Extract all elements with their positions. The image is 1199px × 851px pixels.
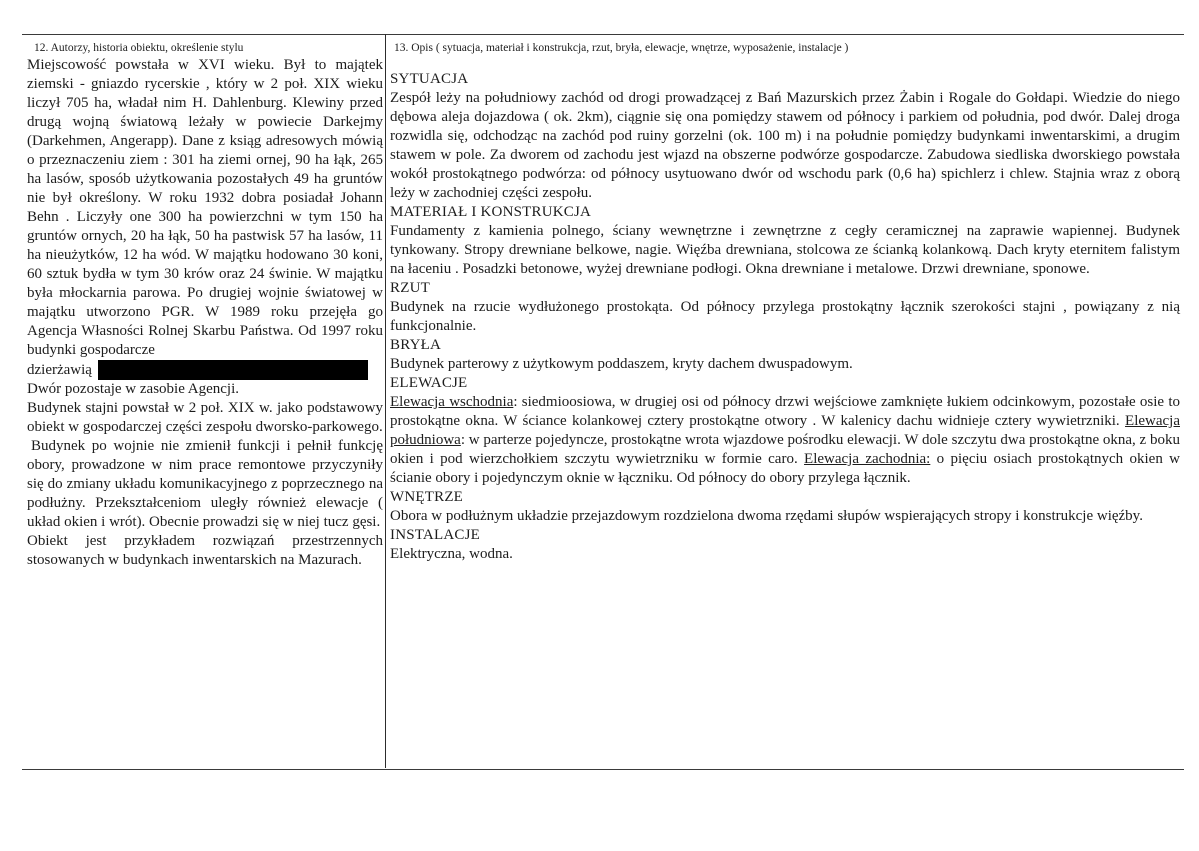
section-text-bryla: Budynek parterowy z użytkowym poddaszem, kryty dachem dwuspadowym. xyxy=(390,356,853,372)
east-elevation-text: : siedmioosiowa, w drugiej osi od północy drzwi wejściowe zamknięte łukiem odcinkowym, pozostałe osie to prostokątne okna. W ściance kolankowej cztery prostokątne otwory . W kalenicy dachu widnieje cztery wywietrzniki. xyxy=(390,394,1180,429)
west-elevation-text: o pięciu osiach prostokątnych okien w ścianie obory i pojedynczym oknie w łączniku. Od północy do obory przylega łącznik. xyxy=(390,451,1180,486)
section-text-rzut: Budynek na rzucie wydłużonego prostokąta. Od północy przylega prostokątny łącznik szerokości stajni , powiązany z nią funkcjonalnie. xyxy=(390,299,1180,334)
east-elevation-label: Elewacja wschodnia xyxy=(390,394,514,410)
south-elevation-text: : w parterze pojedyncze, prostokątne wrota wjazdowe pośrodku elewacji. W dole szczytu dwa prostokątne okna, z boku okien i pod wierzchołkiem szczytu wywietrzniku w formie caro. xyxy=(390,432,1180,467)
section-text-material: Fundamenty z kamienia polnego, ściany wewnętrzne i zewnętrzne z cegły ceramicznej na zaprawie wapiennej. Budynek tynkowany. Stropy drewniane belkowe, nagie. Więźba drewniana, stolcowa ze ścianką kolankową. Dach kryty eternitem falistym na łaceniu . Posadzki betonowe, wyżej drewniane podłogi. Okna drewniane i metalowe. Drzwi drewniane, sponowe. xyxy=(390,223,1180,277)
history-paragraph-2: Dwór pozostaje w zasobie Agencji. xyxy=(27,381,240,397)
section-heading-wnetrze: WNĘTRZE xyxy=(390,489,464,505)
history-paragraph-5: Obiekt jest przykładem rozwiązań przestrzennych stosowanych w budynkach inwentarskich na Mazurach. xyxy=(27,533,383,568)
lease-line xyxy=(27,360,383,380)
section-text-instalacje: Elektryczna, wodna. xyxy=(390,546,513,562)
section-heading-rzut: RZUT xyxy=(390,280,430,296)
section-text-wnetrze: Obora w podłużnym układzie przejazdowym rozdzielona dwoma rzędami słupów wspierających stropy i konstrukcje więźby. xyxy=(390,508,1143,524)
section-text-elewacje xyxy=(390,393,1180,488)
section-text-sytuacja: Zespół leży na południowy zachód od drogi prowadzącej z Bań Mazurskich przez Żabin i Rogale do Gołdapi. Wiedzie do niego dębowa aleja dojazdowa ( ok. 2km), ciągnie się ona pomiędzy stawem od północy i parkiem od południa, pod dwór. Dalej droga rozwidla się, odchodząc na zachód pod ruiny gorzelni (ok. 100 m) i na południe pomiędzy budynkami inwentarskimi, a drugim stawem w pole. Za dworem od zachodu jest wjazd na obszerne podwórze gospodarcze. Zabudowa siedliska dworskiego powstała wokół prostokątnego podwórza: od północy usytuowano dwór od wschodu park (0,6 ha) spichlerz i chlew. Stajnia wraz z oborą leży w zachodniej części zespołu. xyxy=(390,90,1180,201)
section-heading-instalacje: INSTALACJE xyxy=(390,527,480,543)
south-elevation-label: Elewacja południowa xyxy=(390,413,1180,448)
history-column xyxy=(27,41,383,570)
history-caption: 12. Autorzy, historia obiektu, określenie stylu xyxy=(34,42,244,54)
history-paragraph-4: Budynek po wojnie nie zmienił funkcji i pełnił funkcję obory, prowadzone w nim prace remontowe przyczyniły się do zmiany układu komunikacyjnego z poprzecznego na podłużny. Przekształceniom uległy również elewacje ( układ okien i wrót). Obecnie prowadzi się w niej tucz gęsi. xyxy=(27,438,383,530)
west-elevation-label: Elewacja zachodnia: xyxy=(804,451,931,467)
column-divider xyxy=(385,34,386,768)
section-heading-material: MATERIAŁ I KONSTRUKCJA xyxy=(390,204,592,220)
section-heading-sytuacja: SYTUACJA xyxy=(390,71,469,87)
description-column xyxy=(390,41,1180,564)
history-paragraph-1: Miejscowość powstała w XVI wieku. Był to majątek ziemski - gniazdo rycerskie , który w 2 poł. XIX wieku liczył 705 ha, władał nim H. Dahlenburg. Klewiny przed drugą wojną światową leżały w powiecie Darkejmy (Darkehmen, Angerapp). Dane z ksiąg adresowych mówią o przeznaczeniu ziem : 301 ha ziemi ornej, 90 ha łąk, 265 ha lasów, sposób użytkowania pozostałych 49 ha gruntów nie był określony. W roku 1932 dobra posiadał Johann Behn . Liczyły one 300 ha powierzchni w tym 150 ha gruntów ornych, 20 ha łąk, 50 ha pastwisk 57 ha lasów, 11 ha nieużytków, 12 ha wód. W majątku hodowano 30 koni, 60 sztuk bydła w tym 30 krów oraz 24 świnie. W majątku była młockarnia parowa. Po drugiej wojnie światowej w majątku utworzono PGR. W 1989 roku przejęła go Agencja Własności Rolnej Skarbu Państwa. Od 1997 roku budynki gospodarcze xyxy=(27,57,383,358)
history-paragraph-3: Budynek stajni powstał w 2 poł. XIX w. jako podstawowy obiekt w gospodarczej części zespołu dworsko-parkowego. xyxy=(27,400,383,435)
lease-word: dzierżawią xyxy=(27,361,92,378)
section-heading-elewacje: ELEWACJE xyxy=(390,375,468,391)
description-caption: 13. Opis ( sytuacja, materiał i konstrukcja, rzut, bryła, elewacje, wnętrze, wyposażenie, instalacje ) xyxy=(394,42,849,54)
section-heading-bryla: BRYŁA xyxy=(390,337,442,353)
redaction-bar xyxy=(98,360,368,380)
